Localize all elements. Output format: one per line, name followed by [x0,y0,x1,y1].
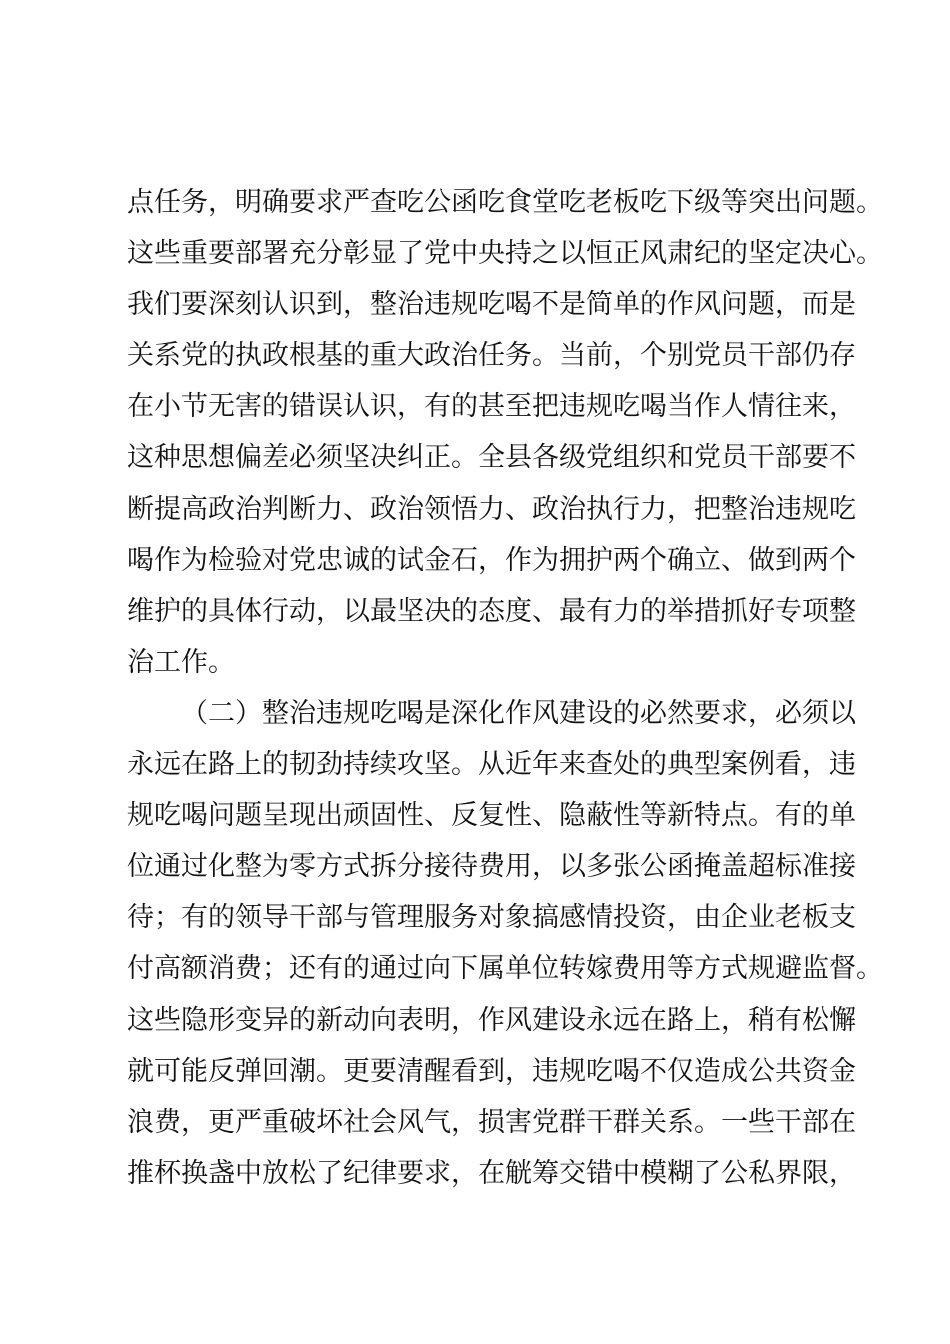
text-line: 在 小 节 无 害 的 错 误 认 识 ， 有 的 甚 至 把 违 规 吃 喝 当 作 人 情 往 来 ， [127,391,856,423]
text-line: 关 系 党 的 执 政 根 基 的 重 大 政 治 任 务 。 当 前 ， 个 别 党 员 干 部 仍 存 [127,340,856,372]
text-line: 规 吃 喝 问 题 呈 现 出 顽 固 性 、 反 复 性 、 隐 蔽 性 等 新 特 点 。 有 的 单 [127,800,856,832]
text-line: 这 些 重 要 部 署 充 分 彰 显 了 党 中 央 持 之 以 恒 正 风 肃 纪 的 坚 定 决 心 。 [127,238,883,270]
text-line: 待 ； 有 的 领 导 干 部 与 管 理 服 务 对 象 搞 感 情 投 资 ， 由 企 业 老 板 支 [127,902,856,934]
text-line: 付 高 额 消 费 ； 还 有 的 通 过 向 下 属 单 位 转 嫁 费 用 等 方 式 规 避 监 督 。 [127,953,883,985]
text-line: 推 杯 换 盏 中 放 松 了 纪 律 要 求 ， 在 觥 筹 交 错 中 模 糊 了 公 私 界 限 ， [127,1157,856,1189]
text-line: 治 工 作 。 [127,646,235,678]
text-line: 点 任 务 ， 明 确 要 求 严 查 吃 公 函 吃 食 堂 吃 老 板 吃 下 级 等 突 出 问 题 。 [127,187,883,218]
text-line: 这 些 隐 形 变 异 的 新 动 向 表 明 ， 作 风 建 设 永 远 在 路 上 ， 稍 有 松 懈 [127,1004,856,1036]
text-line: 喝 作 为 检 验 对 党 忠 诚 的 试 金 石 ， 作 为 拥 护 两 个 确 立 、 做 到 两 个 [127,544,856,576]
text-line: 位 通 过 化 整 为 零 方 式 拆 分 接 待 费 用 ， 以 多 张 公 函 掩 盖 超 标 准 接 [127,851,856,883]
text-line: （ 二 ） 整 治 违 规 吃 喝 是 深 化 作 风 建 设 的 必 然 要 求 ， 必 须 以 [181,697,856,729]
text-line: 浪 费 ， 更 严 重 破 坏 社 会 风 气 ， 损 害 党 群 干 群 关 系 。 一 些 干 部 在 [127,1106,856,1138]
text-line: 断 提 高 政 治 判 断 力 、 政 治 领 悟 力 、 政 治 执 行 力 ， 把 整 治 违 规 吃 [127,493,856,525]
text-line: 维 护 的 具 体 行 动 ， 以 最 坚 决 的 态 度 、 最 有 力 的 举 措 抓 好 专 项 整 [127,595,856,627]
text-line: 永 远 在 路 上 的 韧 劲 持 续 攻 坚 。 从 近 年 来 查 处 的 典 型 案 例 看 ， 违 [127,749,856,781]
text-line: 就 可 能 反 弹 回 潮 。 更 要 清 醒 看 到 ， 违 规 吃 喝 不 仅 造 成 公 共 资 金 [127,1055,856,1087]
text-line: 这 种 思 想 偏 差 必 须 坚 决 纠 正 。 全 县 各 级 党 组 织 和 党 员 干 部 要 不 [127,442,856,474]
text-line: 我 们 要 深 刻 认 识 到 ， 整 治 违 规 吃 喝 不 是 简 单 的 作 风 问 题 ， 而 是 [127,289,856,321]
body-text [127,177,883,1199]
